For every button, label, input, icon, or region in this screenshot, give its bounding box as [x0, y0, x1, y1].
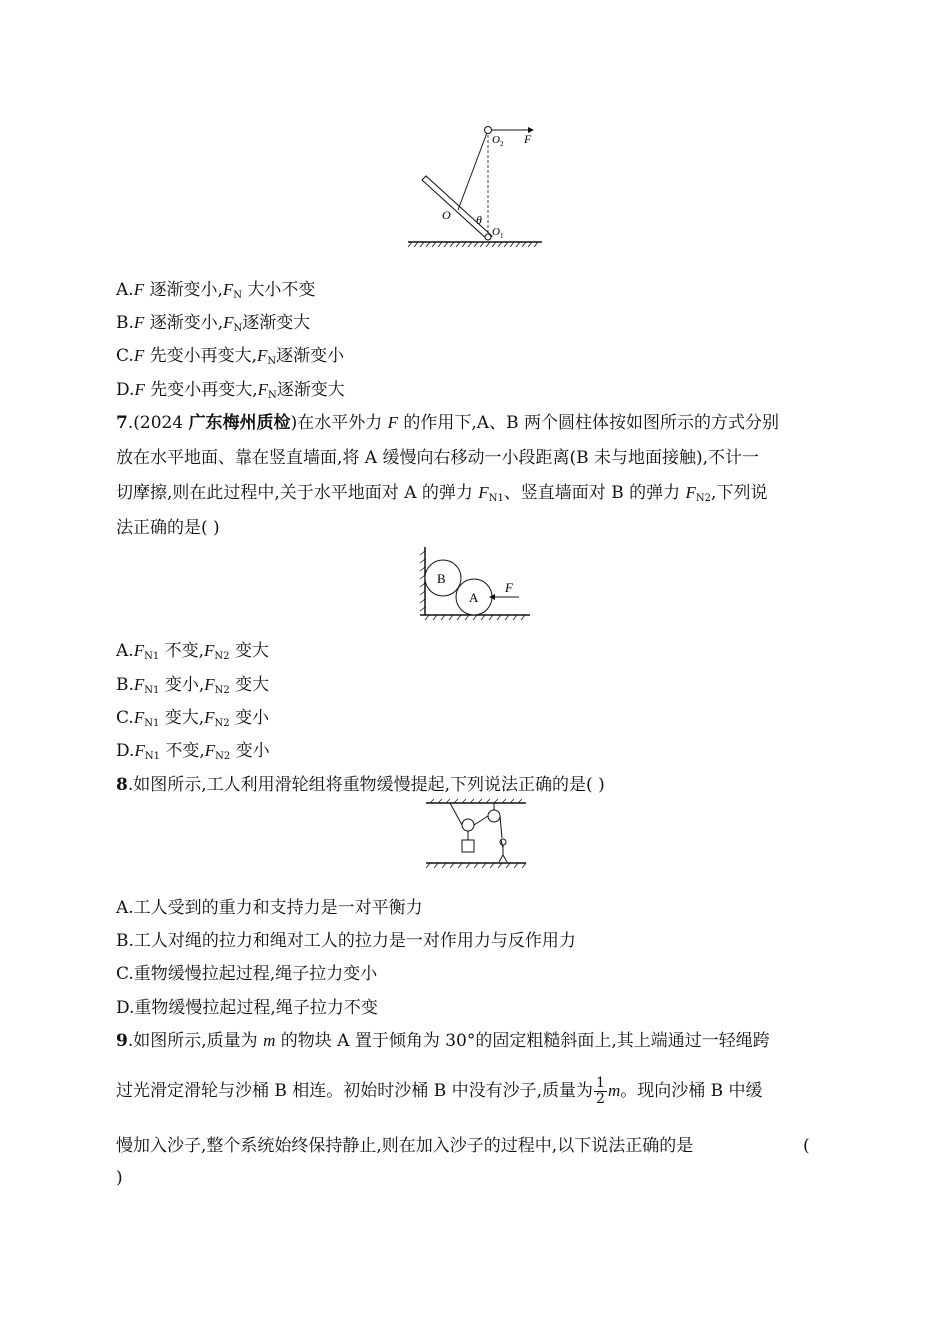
q8-option-b: B.工人对绳的拉力和绳对工人的拉力是一对作用力与反作用力 — [116, 931, 576, 951]
fraction-one-half: $\frac{1}{2}$ — [596, 1075, 605, 1107]
q7-number: 7 — [116, 413, 128, 433]
label-O1: O — [492, 226, 500, 238]
q7-stem-line-3: 切摩擦,则在此过程中,关于水平地面对 A 的弹力 $F_{N1}$、竖直墙面对 B 的弹力 $F_{N2}$,下列说 — [116, 483, 768, 504]
pulley-system-figure — [422, 798, 532, 870]
label-F: F — [524, 132, 532, 146]
q7-stem-line-1: 7.(2024 广东梅州质检)在水平外力 F 的作用下,A、B 两个圆柱体按如图所示的方式分别 — [116, 413, 779, 433]
q6-option-c: C.F 先变小再变大$,F_N$逐渐变小 — [116, 346, 345, 367]
q8-stem: 8.如图所示,工人利用滑轮组将重物缓慢提起,下列说法正确的是( ) — [116, 775, 605, 795]
q7-option-a: $A.F_{N1}$ 不变$,F_{N2}$ 变大 — [116, 641, 269, 662]
q9-stem-line-2: 过光滑定滑轮与沙桶 B 相连。初始时沙桶 B 中没有沙子,质量为 $\frac{1}{2}$ m。现向沙桶 B 中缓 — [116, 1075, 763, 1107]
q9-stem-line-1: 9.如图所示,质量为 m 的物块 A 置于倾角为 30°的固定粗糙斜面上,其上端通过一轻绳跨 — [116, 1031, 770, 1051]
q6-option-a: A.F 逐渐变小$,F_N$ 大小不变 — [116, 280, 316, 301]
label-O2: O — [492, 134, 500, 146]
label-O1-sub: 1 — [500, 232, 504, 240]
q7-option-c: $C.F_{N1}$ 变大$,F_{N2}$ 变小 — [116, 708, 270, 729]
cylinders-figure — [415, 545, 535, 625]
label-A: A — [469, 590, 479, 605]
label-O2-sub: 2 — [500, 140, 504, 148]
rod-pulley-figure — [400, 118, 550, 248]
q9-number: 9 — [116, 1031, 128, 1051]
q6-option-d: D.F 先变小再变大$,F_N$逐渐变大 — [116, 380, 345, 401]
q9-stem-line-3: 慢加入沙子,整个系统始终保持静止,则在加入沙子的过程中,以下说法正确的是 — [116, 1136, 694, 1156]
q8-option-a: A.工人受到的重力和支持力是一对平衡力 — [116, 898, 423, 918]
q7-stem-line-2: 放在水平地面、靠在竖直墙面,将 A 缓慢向右移动一小段距离(B 未与地面接触),不计一 — [116, 448, 760, 468]
q6-option-b: B.F 逐渐变小$,F_N$逐渐变大 — [116, 313, 311, 334]
label-F: F — [505, 580, 513, 595]
q8-option-c: C.重物缓慢拉起过程,绳子拉力变小 — [116, 964, 378, 984]
q9-stem-line-4: ) — [116, 1168, 123, 1188]
label-B: B — [437, 571, 446, 586]
q7-option-d: $D.F_{N1}$ 不变$,F_{N2}$ 变小 — [116, 741, 270, 762]
label-theta: θ — [476, 213, 482, 227]
label-O: O — [442, 208, 451, 222]
q7-option-b: $B.F_{N1}$ 变小$,F_{N2}$ 变大 — [116, 675, 270, 696]
q9-stem-paren-open: ( — [803, 1136, 810, 1156]
q8-number: 8 — [116, 775, 128, 795]
q7-stem-line-4: 法正确的是( ) — [116, 518, 220, 538]
q8-option-d: D.重物缓慢拉起过程,绳子拉力不变 — [116, 998, 378, 1018]
